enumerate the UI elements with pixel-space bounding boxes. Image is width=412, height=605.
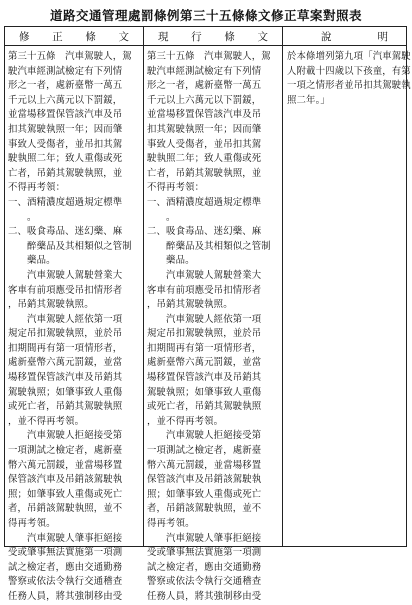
current-text-line: 形之一者，處新臺幣一萬五 bbox=[147, 80, 262, 92]
current-text-line: 客車有前項應受吊扣情形者 bbox=[147, 284, 262, 296]
amended-text-line: 藥品。 bbox=[8, 255, 56, 267]
current-text-line: 扣其駕駛執照一年；因而肇 bbox=[147, 123, 262, 135]
current-text-line: 汽車駕駛人駕駛營業大 bbox=[147, 269, 262, 281]
current-text-line: 一、酒精濃度超過規定標準 bbox=[147, 196, 262, 208]
header-char: 現 bbox=[158, 30, 169, 43]
current-text-line: 汽車駕駛人拒絕接受第 bbox=[147, 430, 262, 442]
amended-text-line: 一項測試之檢定者，處新臺 bbox=[8, 445, 123, 457]
explanation-line: 照二年。」 bbox=[287, 94, 330, 106]
amended-text-line: 幣六萬元罰鍰，並當場移置 bbox=[8, 459, 123, 471]
amended-text-line: 規定吊扣駕駛執照，並於吊 bbox=[8, 328, 123, 340]
amended-text-line: 試之檢定者，應由交通勤務 bbox=[8, 561, 123, 573]
current-text-line: 千元以上六萬元以下罰鍰， bbox=[147, 94, 262, 106]
amended-text-line: 醉藥品及其相類似之管制 bbox=[8, 240, 132, 252]
explanation-column bbox=[287, 50, 411, 108]
current-text-line: 汽車駕駛人肇事拒絕接 bbox=[147, 532, 262, 544]
header-divider bbox=[5, 45, 406, 46]
amended-text-line: 扣期間再有第一項情形者， bbox=[8, 342, 123, 354]
amended-text-line: 受或肇事無法實施第一項測 bbox=[8, 547, 123, 559]
amended-text-line: 處新臺幣六萬元罰鍰，並當 bbox=[8, 357, 123, 369]
amended-text-line: 照；如肇事致人重傷或死亡 bbox=[8, 488, 123, 500]
current-text-line: ，吊銷其駕駛執照。 bbox=[147, 299, 233, 311]
amended-text-line: 場移置保管該汽車及吊銷其 bbox=[8, 372, 123, 384]
header-explanation bbox=[283, 27, 406, 45]
current-text-line: 幣六萬元罰鍰，並當場移置 bbox=[147, 459, 262, 471]
current-text-line: 受或肇事無法實施第一項測 bbox=[147, 547, 262, 559]
amended-text-line: 任務人員，將其強制移由受 bbox=[8, 590, 123, 602]
amended-text-line: 保管該汽車及吊銷該駕駛執 bbox=[8, 474, 123, 486]
amended-text-line: 汽車駕駛人駕駛營業大 bbox=[8, 269, 123, 281]
header-char: 文 bbox=[118, 30, 129, 43]
current-text-line: 駛汽車經測試檢定有下列情 bbox=[147, 65, 262, 77]
amended-text-line: 一、酒精濃度超過規定標準 bbox=[8, 196, 123, 208]
current-text-line: 規定吊扣駕駛執照，並於吊 bbox=[147, 328, 262, 340]
explanation-line: 人附載十四歲以下孩童，有第 bbox=[287, 65, 411, 77]
header-char: 說 bbox=[321, 30, 332, 43]
amended-text-line: 駛汽車經測試檢定有下列情 bbox=[8, 65, 123, 77]
header-char: 正 bbox=[52, 30, 63, 43]
current-text-line: 第三十五條 汽車駕駛人，駕 bbox=[147, 51, 271, 62]
amended-text-line: 形之一者，處新臺幣一萬五 bbox=[8, 80, 123, 92]
amended-text-line: 得再考領。 bbox=[8, 518, 56, 529]
amended-text-line: 亡者，吊銷其駕駛執照，並 bbox=[8, 167, 123, 179]
current-text-line: 駕駛執照；如肇事致人重傷 bbox=[147, 386, 262, 398]
header-current-text bbox=[144, 27, 282, 45]
amended-text-column bbox=[8, 50, 141, 605]
amended-text-line: 者，吊銷該駕駛執照，並不 bbox=[8, 503, 123, 515]
header-char: 文 bbox=[257, 30, 268, 43]
amended-text-line: ，吊銷其駕駛執照。 bbox=[8, 299, 94, 311]
amended-text-line: 駕駛執照；如肇事致人重傷 bbox=[8, 386, 123, 398]
current-text-column bbox=[147, 50, 280, 605]
current-text-line: 駛執照二年；致人重傷或死 bbox=[147, 153, 262, 165]
explanation-line: 一項之情形者並吊扣其駕駛執 bbox=[287, 80, 411, 92]
amended-text-line: 汽車駕駛人肇事拒絕接 bbox=[8, 532, 123, 544]
amended-text-line: 。 bbox=[8, 211, 37, 223]
current-text-line: 任務人員，將其強制移由受 bbox=[147, 590, 262, 602]
document-title: 道路交通管理處罰條例第三十五條條文修正草案對照表 bbox=[49, 8, 362, 23]
current-text-line: 一項測試之檢定者，處新臺 bbox=[147, 445, 262, 457]
header-char: 行 bbox=[191, 30, 202, 43]
amended-text-line: 警察或依法令執行交通稽查 bbox=[8, 576, 123, 588]
current-text-line: 得再考領。 bbox=[147, 518, 195, 529]
current-text-line: 亡者，吊銷其駕駛執照，並 bbox=[147, 167, 262, 179]
amended-text-line: 駛執照二年；致人重傷或死 bbox=[8, 153, 123, 165]
current-text-line: 汽車駕駛人經依第一項 bbox=[147, 313, 262, 325]
header-char: 條 bbox=[224, 30, 235, 43]
current-text-line: 扣期間再有第一項情形者， bbox=[147, 342, 262, 354]
header-char: 修 bbox=[19, 30, 30, 43]
current-text-line: 處新臺幣六萬元罰鍰，並當 bbox=[147, 357, 262, 369]
comparison-table bbox=[4, 26, 411, 602]
current-text-line: 或死亡者，吊銷其駕駛執照 bbox=[147, 401, 262, 413]
current-text-line: 不得再考領： bbox=[147, 182, 205, 194]
current-text-line: 醉藥品及其相類似之管制 bbox=[147, 240, 271, 252]
current-text-line: 照；如肇事致人重傷或死亡 bbox=[147, 488, 262, 500]
current-text-line: 者，吊銷該駕駛執照，並不 bbox=[147, 503, 262, 515]
current-text-line: 。 bbox=[147, 211, 176, 223]
current-text-line: 藥品。 bbox=[147, 255, 195, 267]
current-text-line: 保管該汽車及吊銷該駕駛執 bbox=[147, 474, 262, 486]
column-divider bbox=[282, 27, 283, 546]
amended-text-line: 或死亡者，吊銷其駕駛執照 bbox=[8, 401, 123, 413]
amended-text-line: 事致人受傷者，並吊扣其駕 bbox=[8, 138, 123, 150]
amended-text-line: 不得再考領： bbox=[8, 182, 66, 194]
current-text-line: 事致人受傷者，並吊扣其駕 bbox=[147, 138, 262, 150]
current-text-line: 試之檢定者，應由交通勤務 bbox=[147, 561, 262, 573]
amended-text-line: 汽車駕駛人拒絕接受第 bbox=[8, 430, 123, 442]
amended-text-line: 千元以上六萬元以下罰鍰， bbox=[8, 94, 123, 106]
amended-text-line: 客車有前項應受吊扣情形者 bbox=[8, 284, 123, 296]
amended-text-line: 扣其駕駛執照一年；因而肇 bbox=[8, 123, 123, 135]
explanation-line: 於本條增列第九項「汽車駕駛 bbox=[287, 51, 411, 62]
column-divider bbox=[143, 27, 144, 546]
amended-text-line: 二、吸食毒品、迷幻藥、麻 bbox=[8, 226, 123, 238]
amended-text-line: 並當場移置保管該汽車及吊 bbox=[8, 109, 123, 121]
current-text-line: 場移置保管該汽車及吊銷其 bbox=[147, 372, 262, 384]
amended-text-line: 汽車駕駛人經依第一項 bbox=[8, 313, 123, 325]
current-text-line: ，並不得再考領。 bbox=[147, 415, 224, 427]
header-char: 條 bbox=[85, 30, 96, 43]
amended-text-line: ，並不得再考領。 bbox=[8, 415, 85, 427]
header-amended-text bbox=[5, 27, 143, 45]
amended-text-line: 第三十五條 汽車駕駛人，駕 bbox=[8, 51, 132, 62]
current-text-line: 並當場移置保管該汽車及吊 bbox=[147, 109, 262, 121]
header-char: 明 bbox=[377, 30, 388, 43]
current-text-line: 警察或依法令執行交通稽查 bbox=[147, 576, 262, 588]
current-text-line: 二、吸食毒品、迷幻藥、麻 bbox=[147, 226, 262, 238]
